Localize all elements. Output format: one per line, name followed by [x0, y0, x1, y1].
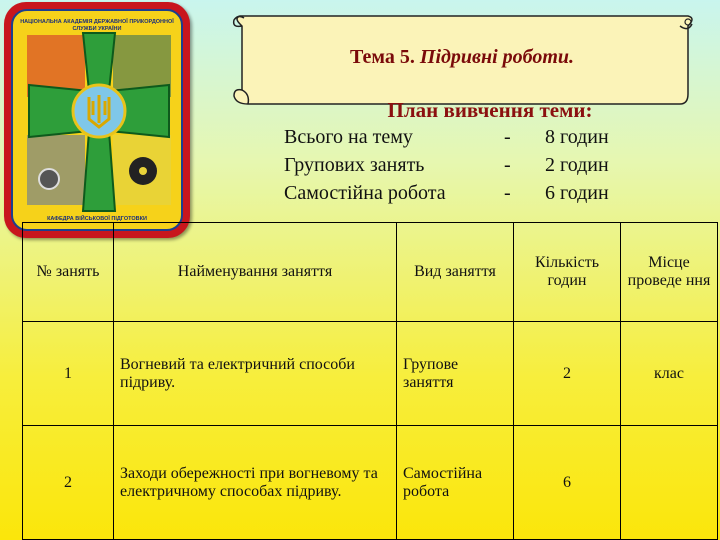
academy-emblem: [4, 2, 190, 238]
topic-name: Підривні роботи.: [419, 46, 575, 68]
cell-type: Групове заняття: [397, 322, 514, 426]
cell-hours: 2: [514, 322, 621, 426]
plan-row-total: [280, 123, 660, 151]
plan-dash: -: [504, 126, 511, 148]
emblem-image-bottomleft: [27, 135, 85, 205]
emblem-artwork: [13, 11, 183, 231]
cell-name: Вогневий та електричний способи підриву.: [114, 322, 397, 426]
plan-dash: -: [504, 154, 511, 176]
plan-row-group: [280, 151, 660, 179]
cell-number: 2: [23, 426, 114, 540]
emblem-top-caption: НАЦІОНАЛЬНА АКАДЕМІЯ ДЕРЖАВНОЇ ПРИКОРДОННОЇ СЛУЖБИ УКРАЇНИ: [20, 19, 174, 32]
table-row: [23, 426, 718, 540]
header-type: Вид заняття: [397, 223, 514, 322]
study-plan: [280, 98, 660, 207]
emblem-bottom-caption: КАФЕДРА ВІЙСЬКОВОЇ ПІДГОТОВКИ: [47, 216, 147, 222]
plan-dash: -: [504, 182, 511, 204]
cell-place: [621, 426, 718, 540]
header-number: № занять: [23, 223, 114, 322]
lessons-table: [22, 222, 718, 540]
compass-icon: [39, 169, 59, 189]
topic-title: [226, 46, 698, 69]
cell-name: Заходи обережності при вогневому та електричному способах підриву.: [114, 426, 397, 540]
topic-scroll-banner: [226, 14, 698, 106]
plan-label: Всього на тему: [284, 126, 413, 148]
plan-label: Самостійна робота: [284, 182, 446, 204]
cell-place: клас: [621, 322, 718, 426]
header-name: Найменування заняття: [114, 223, 397, 322]
cell-type: Самостійна робота: [397, 426, 514, 540]
topic-prefix: Тема 5.: [349, 46, 415, 68]
plan-value: 8 годин: [545, 126, 609, 148]
plan-heading: План вивчення теми:: [387, 98, 593, 122]
header-place: Місце проведе ння: [621, 223, 718, 322]
table-row: [23, 322, 718, 426]
plan-value: 2 годин: [545, 154, 609, 176]
table-header-row: [23, 223, 718, 322]
emblem-shield: [11, 9, 183, 231]
cell-hours: 6: [514, 426, 621, 540]
plan-row-self: [280, 179, 660, 207]
cell-number: 1: [23, 322, 114, 426]
plan-value: 6 годин: [545, 182, 609, 204]
plan-label: Групових занять: [284, 154, 425, 176]
header-hours: Кількість годин: [514, 223, 621, 322]
